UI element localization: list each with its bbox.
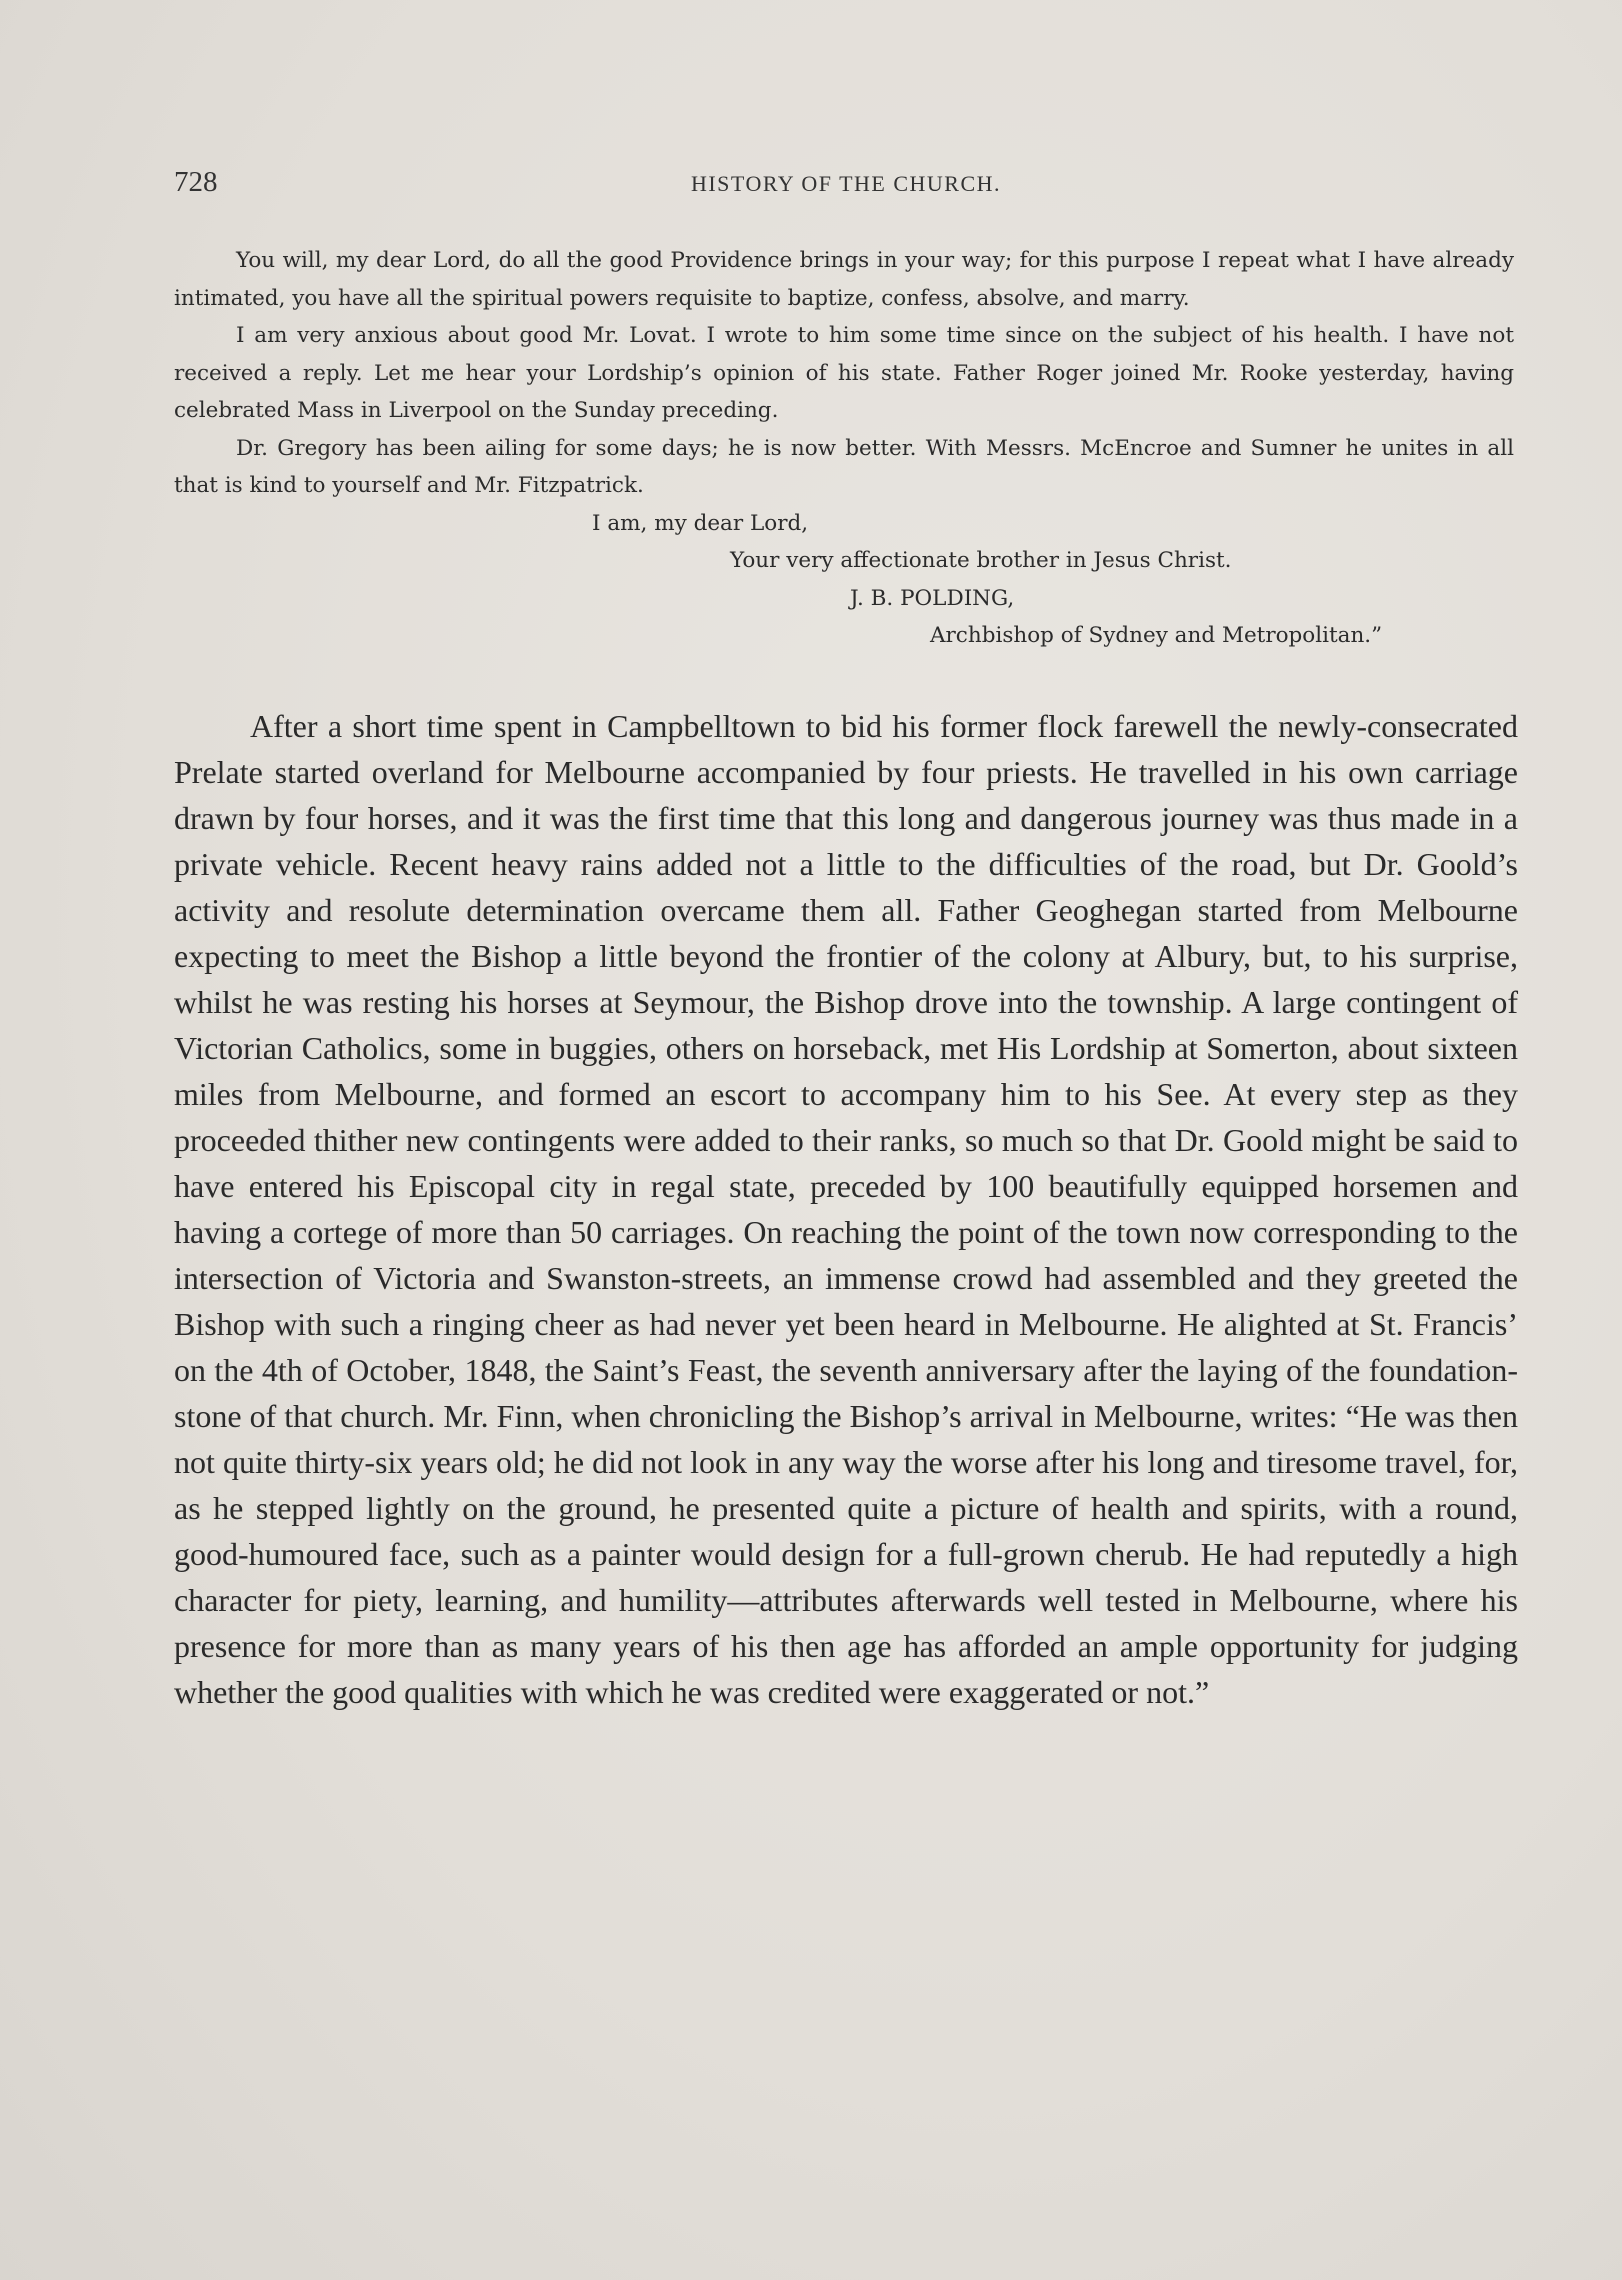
letter-signature: J. B. POLDING, [850,585,1015,611]
quoted-letter [174,242,1514,655]
letter-paragraph: Dr. Gregory has been ailing for some days; he is now better. With Messrs. McEncroe and Sumner he unites in all that is kind to yourself and Mr. Fitzpatrick. [174,435,1514,498]
page-header [174,166,1518,202]
running-head: HISTORY OF THE CHURCH. [690,171,1002,196]
letter-salutation: I am, my dear Lord, [592,510,809,536]
letter-paragraph: You will, my dear Lord, do all the good Providence brings in your way; for this purpose I repeat what I have already intimated, you have all the spiritual powers requisite to baptize, confess, absolve, and marry. [174,248,1514,311]
letter-paragraph: I am very anxious about good Mr. Lovat. I wrote to him some time since on the subject of his health. I have not received a reply. Let me hear your Lordship’s opinion of his state. Father Roger joined Mr. Rooke yesterday, having celebrated Mass in Liverpool on the Sunday preceding. [174,323,1514,423]
body-paragraph: After a short time spent in Campbelltown to bid his former flock farewell the newly-consecrated Prelate started overland for Melbourne accompanied by four priests. He travelled in his own carriage drawn by four horses, and it was the first time that this long and dangerous journey was thus made in a private vehicle. Recent heavy rains added not a little to the difficulties of the road, but Dr. Goold’s activity and resolute determination overcame them all. Father Geoghegan started from Melbourne expecting to meet the Bishop a little beyond the frontier of the colony at Albury, but, to his surprise, whilst he was resting his horses at Seymour, the Bishop drove into the township. A large contingent of Victorian Catholics, some in buggies, others on horseback, met His Lordship at Somerton, about sixteen miles from Melbourne, and formed an escort to accompany him to his See. At every step as they proceeded thither new contingents were added to their ranks, so much so that Dr. Goold might be said to have entered his Episcopal city in regal state, preceded by 100 beautifully equipped horsemen and having a cortege of more than 50 carriages. On reaching the point of the town now corresponding to the intersection of Victoria and Swanston-streets, an immense crowd had assembled and they greeted the Bishop with such a ringing cheer as had never yet been heard in Melbourne. He alighted at St. Francis’ on the 4th of October, 1848, the Saint’s Feast, the seventh anniversary after the laying of the foundation-stone of that church. Mr. Finn, when chronicling the Bishop’s arrival in Melbourne, writes: “He was then not quite thirty-six years old; he did not look in any way the worse after his long and tiresome travel, for, as he stepped lightly on the ground, he presented quite a picture of health and spirits, with a round, good-humoured face, such as a painter would design for a full-grown cherub. He had reputedly a high character for piety, learning, and humility—attributes afterwards well tested in Melbourne, where his presence for more than as many years of his then age has afforded an ample opportunity for judging whether the good qualities with which he was credited were exaggerated or not.” [174,708,1518,1710]
letter-valediction: Your very affectionate brother in Jesus Christ. [730,548,1232,573]
main-text [174,703,1518,1715]
page-number: 728 [174,166,218,198]
letter-signatory-title: Archbishop of Sydney and Metropolitan.” [930,623,1383,648]
